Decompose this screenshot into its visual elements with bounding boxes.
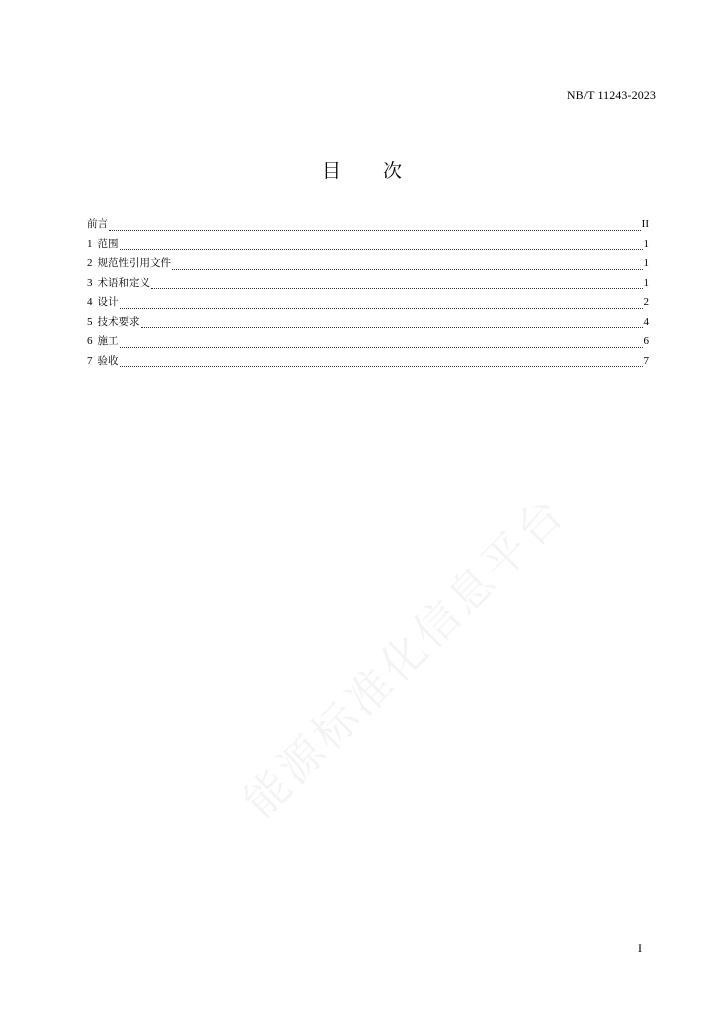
toc-leader-dots <box>141 327 643 328</box>
toc-entry-number: 7 <box>87 354 93 367</box>
toc-entry-page: II <box>641 218 649 230</box>
watermark <box>227 479 578 830</box>
toc-title-right: 次 <box>383 160 403 182</box>
toc-leader-dots <box>120 366 643 367</box>
toc-entry-number: 6 <box>87 335 93 347</box>
toc-entry-label: 施工 <box>97 335 119 347</box>
toc-entry-label: 规范性引用文件 <box>97 257 171 269</box>
toc-entry-scope[interactable] <box>87 235 649 255</box>
toc-leader-dots <box>172 269 643 270</box>
toc-entry-terms-definitions[interactable] <box>87 274 649 294</box>
toc-entry-acceptance[interactable] <box>87 352 649 372</box>
toc-entry-label: 前言 <box>87 218 108 230</box>
toc-entry-page: 4 <box>643 315 649 328</box>
toc-entry-page: 2 <box>643 296 649 308</box>
toc-entry-normative-references[interactable] <box>87 254 649 274</box>
toc-entry-design[interactable] <box>87 293 649 313</box>
toc-leader-dots <box>120 249 643 250</box>
toc-entry-label: 术语和定义 <box>97 276 150 289</box>
toc-entry-page: 1 <box>643 276 649 289</box>
toc-entry-number: 1 <box>87 237 93 250</box>
toc-leader-dots <box>109 230 641 231</box>
table-of-contents <box>87 215 649 371</box>
document-code: NB/T 11243-2023 <box>566 88 656 102</box>
toc-entry-number: 5 <box>87 315 93 328</box>
toc-entry-page: 7 <box>643 354 649 367</box>
toc-entry-number: 4 <box>87 296 93 308</box>
toc-leader-dots <box>120 347 643 348</box>
page-number: I <box>638 941 642 955</box>
toc-entry-label: 技术要求 <box>97 315 140 328</box>
toc-entry-page: 1 <box>643 237 649 250</box>
toc-entry-label: 验收 <box>97 354 119 367</box>
toc-entry-foreword[interactable] <box>87 215 649 235</box>
toc-entry-construction[interactable] <box>87 332 649 352</box>
toc-entry-label: 范围 <box>97 237 119 250</box>
toc-title-left: 目 <box>321 160 341 182</box>
toc-entry-number: 3 <box>87 276 93 289</box>
toc-entry-page: 6 <box>643 335 649 347</box>
toc-entry-number: 2 <box>87 257 93 269</box>
toc-entry-page: 1 <box>643 257 649 269</box>
toc-leader-dots <box>120 308 643 309</box>
toc-title <box>0 156 724 183</box>
toc-entry-technical-requirements[interactable] <box>87 313 649 333</box>
toc-leader-dots <box>151 288 643 289</box>
toc-entry-label: 设计 <box>97 296 119 308</box>
